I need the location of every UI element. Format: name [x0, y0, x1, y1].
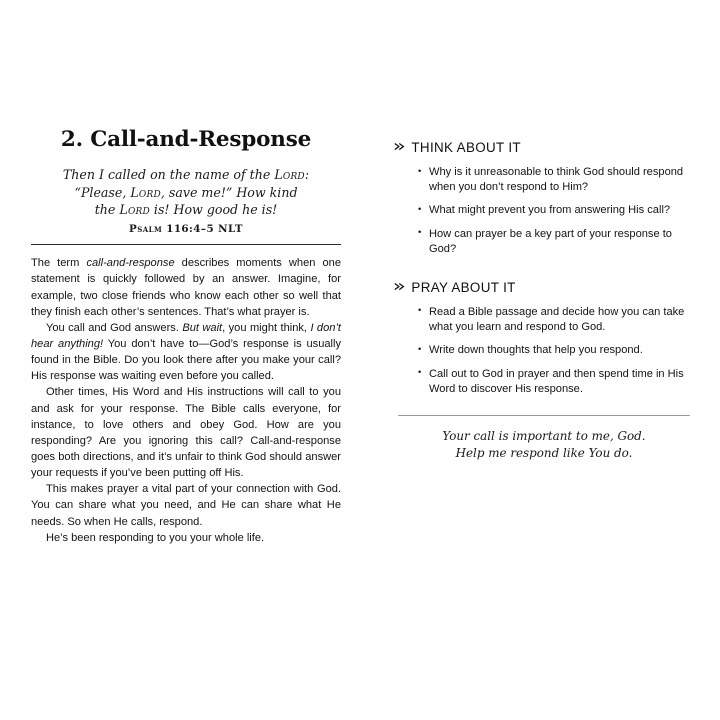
right-column — [392, 136, 694, 462]
list-item: • Call out to God in prayer and then spend time in His Word to discover His response. — [418, 367, 694, 397]
section-heading-think-about-it — [392, 136, 694, 157]
left-column — [31, 128, 341, 546]
list-item: • Write down thoughts that help you respond. — [418, 343, 694, 358]
body-text — [31, 255, 341, 546]
body-paragraph — [31, 530, 341, 546]
bullet-list-pray-about-it — [394, 305, 694, 397]
body-run: The term — [31, 257, 87, 270]
body-run: Other times, His Word and His instructions will call to you and ask for your response. The Bible calls everyone, for instance, to love others and obey God. How are you responding? Are you ignoring this call? Call-and-response goes both directions, and it’s unfair to think God should answer your requests if you’ve been putting off His. — [31, 386, 341, 480]
body-run: He’s been responding to you your whole life. — [46, 531, 265, 544]
section-think-about-it — [392, 136, 694, 257]
double-chevron-right-icon: » — [392, 136, 406, 157]
emphasis-text: I don’t hear anything! — [31, 321, 341, 350]
page-title: 2. Call-and-Response — [60, 127, 312, 152]
epigraph-line-3 — [31, 201, 341, 219]
epigraph-line-1 — [31, 166, 341, 184]
epigraph-line-2-part-a: “Please, — [74, 184, 131, 200]
list-item: • What might prevent you from answering His call? — [418, 203, 694, 218]
prayer-line-1: Your call is important to me, God. — [442, 428, 646, 443]
body-run: You don’t have to—God’s response is usually found in the Bible. Do you look there after you make your call? His response was waiting even before you called. — [31, 337, 342, 383]
body-paragraph — [31, 481, 341, 529]
body-paragraph — [31, 320, 341, 385]
body-paragraph — [31, 384, 341, 481]
lord-small-caps: Lord — [119, 202, 150, 218]
horizontal-rule-icon — [398, 415, 690, 416]
section-heading-pray-about-it — [392, 276, 694, 297]
lord-small-caps: Lord — [130, 184, 161, 200]
epigraph-line-1-part-a: Then I called on the name of the — [62, 166, 275, 182]
list-item: • Why is it unreasonable to think God should respond when you don’t respond to Him? — [418, 165, 694, 195]
section-heading-label: PRAY ABOUT IT — [411, 279, 516, 295]
emphasis-text: But wait — [182, 321, 223, 334]
scripture-reference: Psalm 116:4–5 NLT — [129, 223, 243, 236]
body-run: , you might think, — [222, 321, 311, 334]
epigraph-line-3-part-a: the — [94, 202, 120, 218]
epigraph-line-2 — [31, 184, 341, 202]
section-heading-label: THINK ABOUT IT — [411, 140, 521, 155]
epigraph-line-2-part-b: , save me!” How kind — [160, 184, 298, 200]
body-paragraph — [31, 255, 341, 320]
epigraph-line-1-part-b: : — [304, 166, 310, 182]
list-item: • How can prayer be a key part of your response to God? — [418, 227, 694, 257]
emphasis-text: call-and-response — [86, 257, 175, 270]
horizontal-rule-icon — [31, 244, 341, 245]
double-chevron-right-icon: » — [392, 276, 406, 297]
body-run: This makes prayer a vital part of your connection with God. You can share what you need, and He can share what He needs. So when He calls, respond. — [31, 483, 341, 528]
lord-small-caps: Lord — [274, 166, 305, 182]
closing-prayer — [394, 428, 694, 463]
bullet-list-think-about-it — [394, 165, 694, 257]
scripture-epigraph — [31, 166, 341, 220]
body-run: describes moments when one statement is quickly followed by an answer. Imagine, for example, two close friends who know each other so well that they finish each other’s sentences. That’s what prayer is. — [31, 257, 342, 318]
body-run: You call and God answers. — [46, 321, 183, 334]
epigraph-line-3-part-b: is! How good he is! — [149, 202, 278, 218]
prayer-line-2: Help me respond like You do. — [455, 446, 633, 461]
list-item: • Read a Bible passage and decide how you can take what you learn and respond to God. — [418, 305, 694, 335]
section-pray-about-it — [392, 276, 694, 397]
